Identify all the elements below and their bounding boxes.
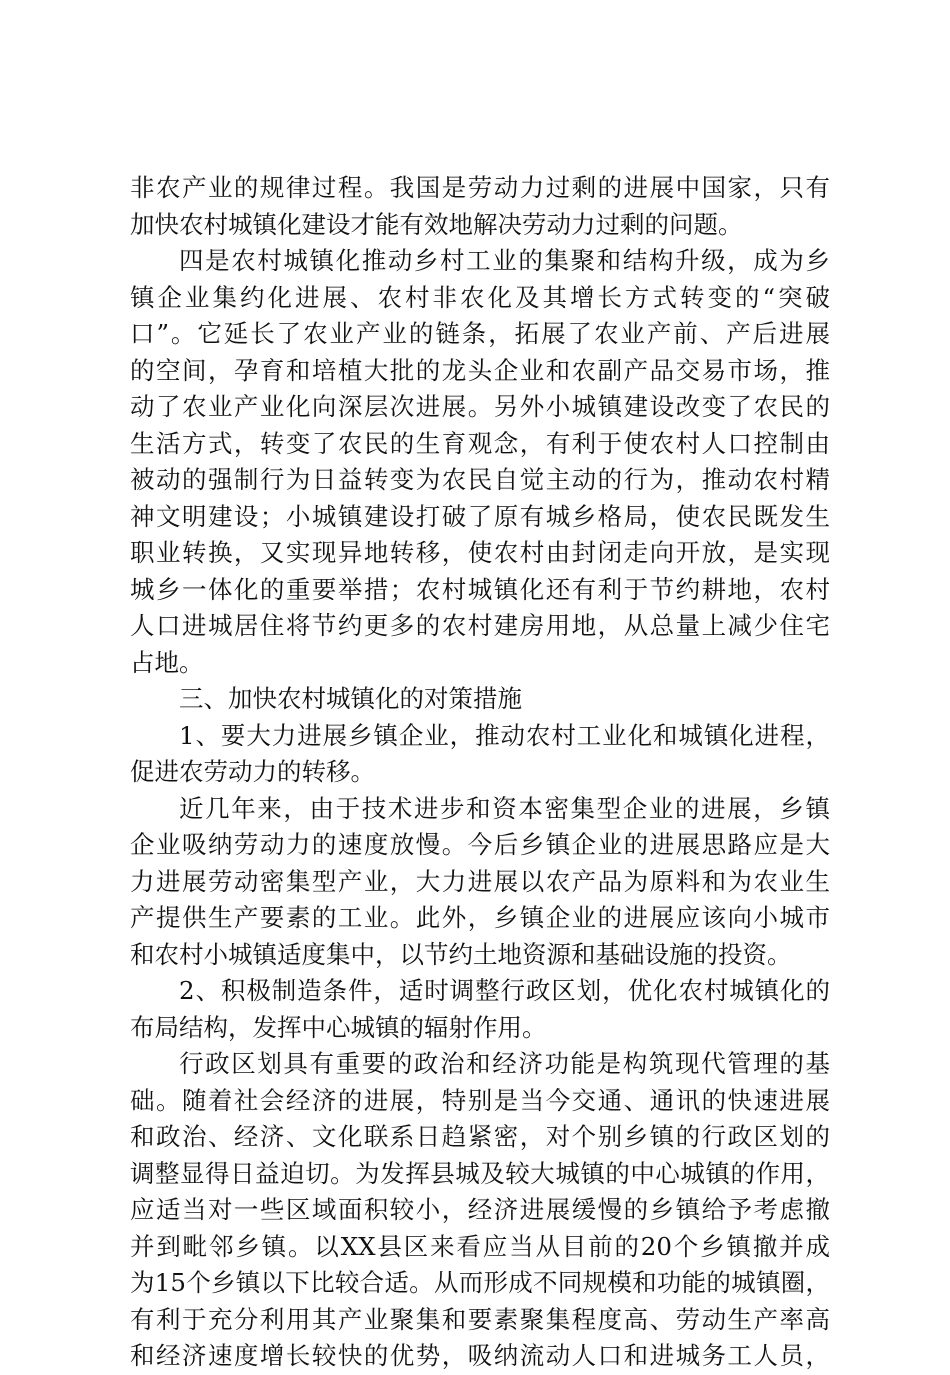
- text-line: 和农村小城镇适度集中，以节约土地资源和基础设施的投资。: [130, 939, 792, 969]
- subheading-line: 布局结构，发挥中心城镇的辐射作用。: [130, 1012, 547, 1042]
- paragraph-start-line: 近几年来，由于技术进步和资本密集型企业的进展，乡镇: [179, 793, 830, 823]
- text-line: 占地。: [130, 647, 204, 677]
- text-line: 和政治、经济、文化联系日趋紧密，对个别乡镇的行政区划的: [130, 1122, 830, 1151]
- text-line: 生活方式，转变了农民的生育观念，有利于使农村人口控制由: [130, 428, 830, 458]
- subheading-line: 1、要大力进展乡镇企业，推动农村工业化和城镇化进程，: [179, 720, 830, 750]
- paragraph-start-line: 行政区划具有重要的政治和经济功能是构筑现代管理的基: [179, 1049, 830, 1078]
- text-line: 城乡一体化的重要举措；农村城镇化还有利于节约耕地，农村: [130, 574, 830, 604]
- text-line: 调整显得日益迫切。为发挥县城及较大城镇的中心城镇的作用，: [130, 1158, 830, 1188]
- text-line: 企业吸纳劳动力的速度放慢。今后乡镇企业的进展思路应是大: [130, 830, 830, 859]
- text-line: 产提供生产要素的工业。此外，乡镇企业的进展应该向小城市: [130, 903, 830, 932]
- text-line: 职业转换，又实现异地转移，使农村由封闭走向开放，是实现: [130, 538, 830, 567]
- body-text: [130, 170, 830, 1375]
- text-line: 口”。它延长了农业产业的链条，拓展了农业产前、产后进展: [130, 319, 830, 348]
- text-line: 并到毗邻乡镇。以XX县区来看应当从目前的20个乡镇撤并成: [130, 1231, 830, 1261]
- subheading-line: 2、积极制造条件，适时调整行政区划，优化农村城镇化的: [179, 976, 830, 1005]
- text-line: 础。随着社会经济的进展，特别是当今交通、通讯的快速进展: [130, 1085, 830, 1115]
- text-line: 非农产业的规律过程。我国是劳动力过剩的进展中国家，只有: [130, 173, 830, 202]
- text-line: 人口进城居住将节约更多的农村建房用地，从总量上减少住宅: [130, 611, 830, 640]
- text-line: 神文明建设；小城镇建设打破了原有城乡格局，使农民既发生: [130, 501, 830, 531]
- text-line: 应适当对一些区域面积较小，经济进展缓慢的乡镇给予考虑撤: [130, 1195, 830, 1224]
- paragraph-start-line: 四是农村城镇化推动乡村工业的集聚和结构升级，成为乡: [179, 246, 830, 275]
- text-line: 的空间，孕育和培植大批的龙头企业和农副产品交易市场，推: [130, 355, 830, 385]
- section-heading: 三、加快农村城镇化的对策措施: [179, 684, 522, 713]
- text-line: 被动的强制行为日益转变为农民自觉主动的行为，推动农村精: [130, 465, 830, 494]
- text-line: 有利于充分利用其产业聚集和要素聚集程度高、劳动生产率高: [130, 1304, 830, 1334]
- text-line: 和经济速度增长较快的优势，吸纳流动人口和进城务工人员，: [130, 1341, 830, 1370]
- text-line: 动了农业产业化向深层次进展。另外小城镇建设改变了农民的: [130, 392, 830, 421]
- subheading-line: 促进农劳动力的转移。: [130, 757, 375, 786]
- text-line: 为15个乡镇以下比较合适。从而形成不同规模和功能的城镇圈，: [130, 1268, 830, 1297]
- text-line: 加快农村城镇化建设才能有效地解决劳动力过剩的问题。: [130, 209, 743, 239]
- text-line: 力进展劳动密集型产业，大力进展以农产品为原料和为农业生: [130, 866, 830, 896]
- text-line: 镇企业集约化进展、农村非农化及其增长方式转变的“突破: [130, 282, 830, 312]
